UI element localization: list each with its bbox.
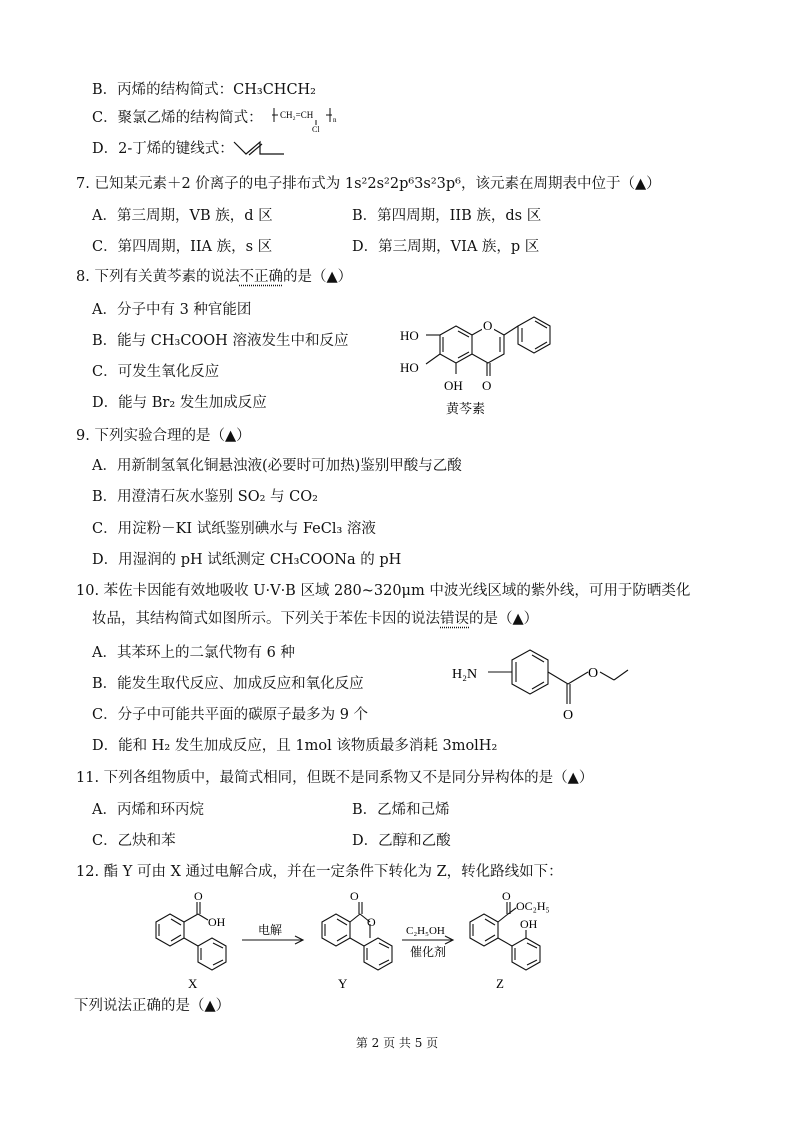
q12-reaction-scheme (140, 884, 580, 992)
q10-stem-post: 的是（▲） (469, 611, 539, 627)
q8-option-d: D．能与 Br₂ 发生加成反应 (92, 395, 267, 411)
q8-stem-pre: 8. 下列有关黄芩素的说法 (76, 269, 240, 285)
q8-option-b: B．能与 CH₃COOH 溶液发生中和反应 (92, 333, 349, 349)
y-carbonyl-o: O (350, 889, 359, 903)
q12-stem: 12. 酯 Y 可由 X 通过电解合成，并在一定条件下转化为 Z，转化路线如下： (76, 864, 563, 880)
baicalein-ho-2: HO (400, 360, 419, 375)
baicalein-structure (396, 300, 566, 420)
q11-option-c: C．乙炔和苯 (92, 833, 176, 849)
z-ester-group: OC₂H₅ (516, 899, 550, 913)
q9-option-c: C．用淀粉－KI 试纸鉴别碘水与 FeCl₃ 溶液 (92, 521, 376, 537)
q6-option-c: C．聚氯乙烯的结构简式： (92, 110, 263, 126)
q10-stem-line2 (92, 609, 538, 629)
q7-option-c: C．第四周期，IIA 族，s 区 (92, 239, 273, 255)
q9-option-a: A．用新制氢氧化铜悬浊液(必要时可加热)鉴别甲酸与乙酸 (92, 458, 462, 474)
q8-option-c: C．可发生氧化反应 (92, 364, 220, 380)
q7-option-d: D．第三周期，VIA 族，p 区 (352, 239, 540, 255)
q7-stem: 7. 已知某元素＋2 价离子的电子排布式为 1s²2s²2p⁶3s²3p⁶，该元素在周期表中位于（▲） (76, 176, 661, 192)
2-butene-skeletal (232, 138, 288, 158)
arrow-2-top-label: C₂H₅OH (406, 925, 445, 937)
q11-option-a: A．丙烯和环丙烷 (92, 802, 204, 818)
q12-tail: 下列说法正确的是（▲） (74, 998, 231, 1014)
arrow-2-bottom-label: 催化剂 (410, 945, 447, 959)
q6-option-d: D．2-丁烯的键线式： (92, 141, 234, 157)
q10-option-c: C．分子中可能共平面的碳原子最多为 9 个 (92, 707, 369, 723)
compound-x-label: X (188, 976, 198, 991)
baicalein-ketone-o: O (482, 378, 492, 393)
baicalein-caption: 黄芩素 (446, 401, 486, 416)
q10-option-d: D．能和 H₂ 发生加成反应，且 1mol 该物质最多消耗 3molH₂ (92, 738, 498, 754)
q9-option-b: B．用澄清石灰水鉴别 SO₂ 与 CO₂ (92, 489, 318, 505)
q11-option-b: B．乙烯和己烯 (352, 802, 450, 818)
q10-option-b: B．能发生取代反应、加成反应和氧化反应 (92, 676, 364, 692)
baicalein-ho-1: HO (400, 328, 419, 343)
pvc-cl: Cl (312, 125, 320, 134)
z-carbonyl-o: O (502, 889, 511, 903)
q8-stem-emphasis: 不正确 (239, 269, 283, 285)
benzocaine-amine: H₂N (452, 667, 478, 682)
benzocaine-structure (446, 640, 646, 725)
q7-option-b: B．第四周期，IIB 族，ds 区 (352, 208, 542, 224)
compound-y-label: Y (338, 976, 348, 991)
q7-option-a: A．第三周期，VB 族，d 区 (92, 208, 273, 224)
q8-option-a: A．分子中有 3 种官能团 (92, 302, 252, 318)
q6-option-b: B．丙烯的结构简式：CH₃CHCH₂ (92, 82, 316, 98)
baicalein-oh: OH (444, 378, 463, 393)
q11-option-d: D．乙醇和乙酸 (352, 833, 451, 849)
q10-stem-line1: 10. 苯佐卡因能有效地吸收 U·V·B 区域 280~320μm 中波光线区域的紫外线，可用于防晒类化 (76, 583, 691, 599)
x-carbonyl-o: O (194, 889, 203, 903)
pvc-structure (270, 104, 350, 134)
q8-stem (76, 267, 352, 287)
compound-z-label: Z (496, 976, 504, 991)
q9-stem: 9. 下列实验合理的是（▲） (76, 428, 251, 444)
benzocaine-carbonyl-o: O (563, 708, 574, 723)
pvc-subscript: n (333, 116, 337, 124)
q10-option-a: A．其苯环上的二氯代物有 6 种 (92, 645, 295, 661)
q10-stem-emphasis: 错误 (440, 611, 469, 627)
benzocaine-ester-o: O (588, 666, 599, 681)
page-footer: 第 2 页 共 5 页 (355, 1036, 439, 1050)
q10-stem-pre: 妆品，其结构简式如图所示。下列关于苯佐卡因的说法 (92, 611, 440, 627)
arrow-1-label: 电解 (258, 923, 283, 937)
pvc-formula: CH₂=CH (280, 110, 314, 120)
y-ring-o: O (367, 915, 376, 929)
q8-stem-post: 的是（▲） (282, 269, 353, 285)
q9-option-d: D．用湿润的 pH 试纸测定 CH₃COONa 的 pH (92, 552, 402, 568)
q11-stem: 11. 下列各组物质中，最简式相同，但既不是同系物又不是同分异构体的是（▲） (76, 770, 594, 786)
baicalein-ring-oxygen: O (483, 318, 493, 333)
x-hydroxyl: OH (208, 915, 226, 929)
z-hydroxyl: OH (520, 917, 538, 931)
